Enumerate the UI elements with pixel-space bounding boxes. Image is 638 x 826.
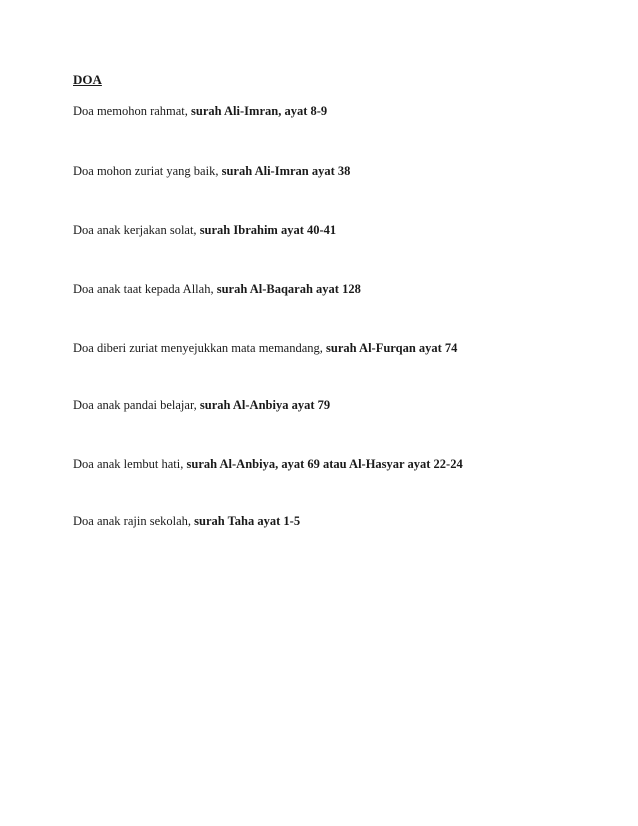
doa-description: Doa anak lembut hati, (73, 457, 187, 471)
doa-item (73, 397, 330, 413)
doa-item (73, 456, 463, 472)
surah-reference: surah Ibrahim ayat 40-41 (199, 223, 337, 237)
surah-reference: surah Ali-Imran ayat 38 (221, 164, 351, 178)
doa-item (73, 340, 457, 356)
doa-description: Doa anak rajin sekolah, (73, 514, 195, 528)
surah-reference: surah Al-Furqan ayat 74 (326, 341, 458, 355)
doa-description: Doa mohon zuriat yang baik, (73, 164, 222, 178)
surah-reference: surah Ali-Imran, ayat 8-9 (191, 104, 328, 118)
doa-description: Doa memohon rahmat, (73, 104, 192, 118)
surah-reference: surah Al-Anbiya ayat 79 (199, 398, 331, 412)
doa-description: Doa anak taat kepada Allah, (73, 282, 217, 296)
doa-description: Doa anak pandai belajar, (73, 398, 200, 412)
doa-item (73, 281, 361, 297)
surah-reference: surah Al-Anbiya, ayat 69 atau Al-Hasyar ayat 22-24 (186, 457, 463, 471)
document-heading: DOA (73, 72, 102, 87)
doa-description: Doa anak kerjakan solat, (73, 223, 200, 237)
surah-reference: surah Al-Baqarah ayat 128 (216, 282, 361, 296)
surah-reference: surah Taha ayat 1-5 (194, 514, 301, 528)
doa-description: Doa diberi zuriat menyejukkan mata memandang, (73, 341, 327, 355)
doa-item (73, 103, 327, 119)
doa-item (73, 163, 350, 179)
doa-item (73, 513, 300, 529)
doa-item (73, 222, 336, 238)
